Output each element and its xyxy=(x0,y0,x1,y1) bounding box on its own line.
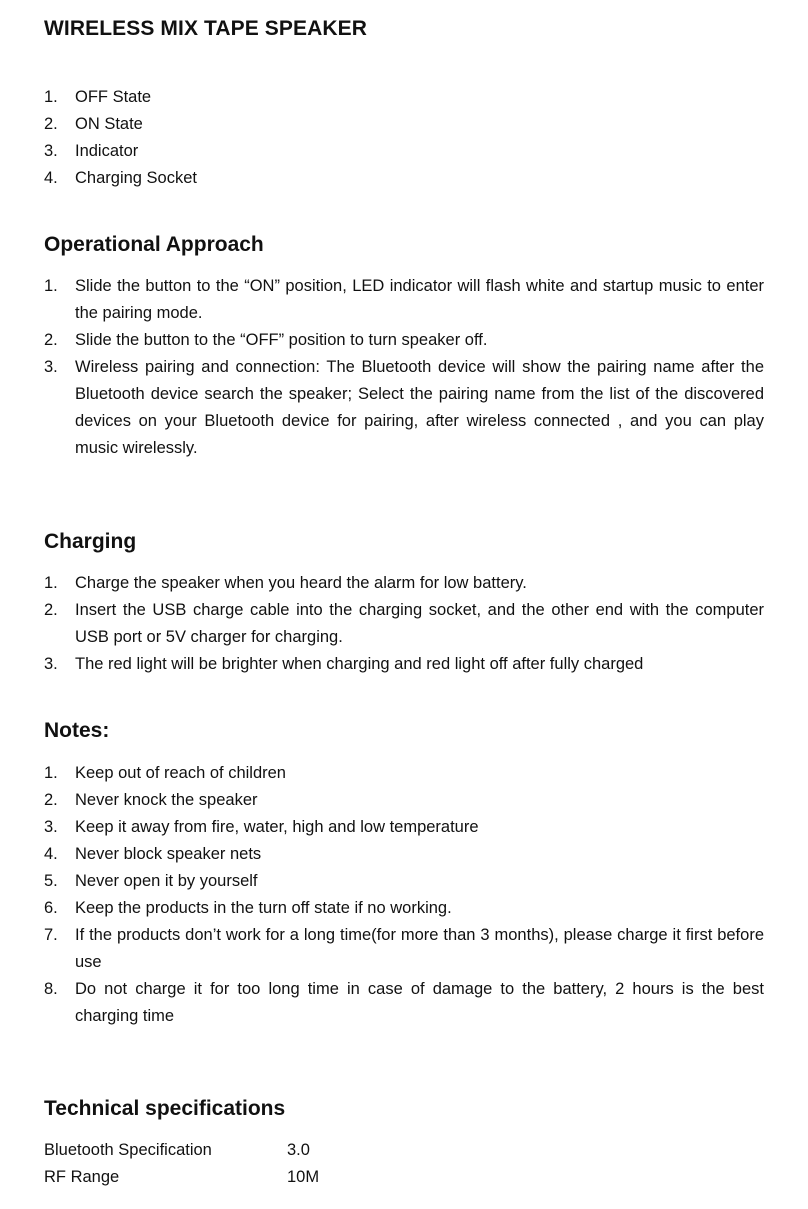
item-number: 2. xyxy=(44,601,58,619)
item-text: Never open it by yourself xyxy=(75,872,258,890)
spec-row xyxy=(44,1164,319,1191)
charging-heading: Charging xyxy=(44,530,137,553)
item-text: Keep out of reach of children xyxy=(75,764,286,782)
list-item xyxy=(44,165,764,192)
item-number: 8. xyxy=(44,980,58,998)
item-number: 3. xyxy=(44,358,58,376)
item-text: Do not charge it for too long time in case of damage to the battery, 2 hours is the best charging time xyxy=(75,980,764,1025)
list-item xyxy=(44,922,764,976)
item-text: If the products don’t work for a long time(for more than 3 months), please charge it first before use xyxy=(75,926,764,971)
list-item xyxy=(44,895,764,922)
item-text: Charge the speaker when you heard the alarm for low battery. xyxy=(75,574,527,592)
charging-list xyxy=(44,570,764,678)
list-item xyxy=(44,111,764,138)
item-text: Slide the button to the “ON” position, LED indicator will flash white and startup music to enter the pairing mode. xyxy=(75,277,764,322)
spec-row xyxy=(44,1137,310,1164)
specs-heading: Technical specifications xyxy=(44,1097,286,1120)
item-number: 3. xyxy=(44,655,58,673)
item-number: 7. xyxy=(44,926,58,944)
item-number: 1. xyxy=(44,574,58,592)
list-item xyxy=(44,84,764,111)
item-number: 3. xyxy=(44,818,58,836)
item-text: The red light will be brighter when charging and red light off after fully charged xyxy=(75,655,644,673)
document-title: WIRELESS MIX TAPE SPEAKER xyxy=(44,17,367,40)
list-item xyxy=(44,354,764,462)
list-item xyxy=(44,597,764,651)
notes-list xyxy=(44,760,764,1030)
item-number: 1. xyxy=(44,277,58,295)
spec-label: RF Range xyxy=(44,1168,120,1186)
list-item xyxy=(44,651,764,678)
item-number: 1. xyxy=(44,88,58,106)
item-number: 5. xyxy=(44,872,58,890)
item-text: Never block speaker nets xyxy=(75,845,262,863)
item-text: Keep the products in the turn off state if no working. xyxy=(75,899,452,917)
spec-value: 3.0 xyxy=(287,1141,310,1159)
list-item xyxy=(44,570,764,597)
list-item xyxy=(44,760,764,787)
operational-heading: Operational Approach xyxy=(44,233,264,256)
list-item xyxy=(44,841,764,868)
list-item xyxy=(44,787,764,814)
list-item xyxy=(44,976,764,1030)
item-text: Never knock the speaker xyxy=(75,791,258,809)
item-number: 2. xyxy=(44,791,58,809)
item-text: Indicator xyxy=(75,142,139,160)
list-item xyxy=(44,814,764,841)
item-text: Wireless pairing and connection: The Bluetooth device will show the pairing name after the Bluetooth device search the speaker; Select the pairing name from the list of the discovered devices on your Bluetooth device for pairing, after wireless connected , and you can play music wirelessly. xyxy=(75,358,764,457)
list-item xyxy=(44,138,764,165)
item-number: 6. xyxy=(44,899,58,917)
item-text: ON State xyxy=(75,115,143,133)
item-number: 2. xyxy=(44,115,58,133)
list-item xyxy=(44,273,764,327)
item-text: Slide the button to the “OFF” position to turn speaker off. xyxy=(75,331,488,349)
operational-list xyxy=(44,273,764,462)
notes-heading: Notes: xyxy=(44,719,110,742)
parts-list xyxy=(44,84,764,192)
item-number: 3. xyxy=(44,142,58,160)
item-text: OFF State xyxy=(75,88,152,106)
item-text: Keep it away from fire, water, high and low temperature xyxy=(75,818,479,836)
item-number: 1. xyxy=(44,764,58,782)
spec-label: Bluetooth Specification xyxy=(44,1141,212,1159)
spec-value: 10M xyxy=(287,1168,320,1186)
item-text: Insert the USB charge cable into the charging socket, and the other end with the computer USB port or 5V charger for charging. xyxy=(75,601,764,646)
item-number: 4. xyxy=(44,169,58,187)
item-text: Charging Socket xyxy=(75,169,197,187)
item-number: 2. xyxy=(44,331,58,349)
item-number: 4. xyxy=(44,845,58,863)
list-item xyxy=(44,327,764,354)
list-item xyxy=(44,868,764,895)
